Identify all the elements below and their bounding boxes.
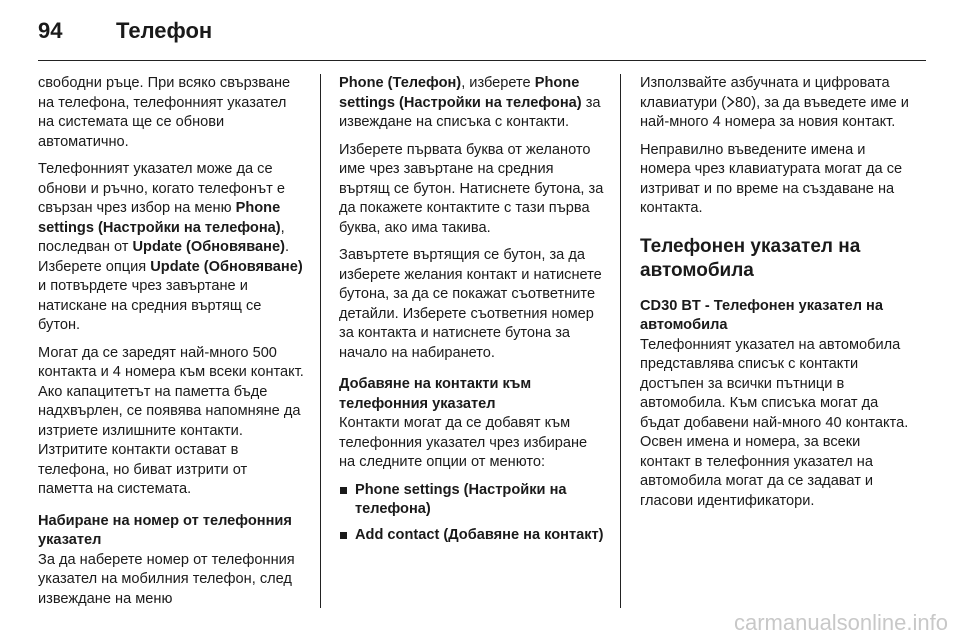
list-item: [339, 526, 605, 546]
paragraph: Контакти могат да се добавят към телефонния указател чрез избиране на следните опции от менюто:: [339, 415, 588, 470]
page-reference[interactable]: 80: [735, 94, 752, 111]
column-divider: [620, 74, 621, 608]
text: за извеждане на списъка с контакти.: [339, 94, 601, 130]
text: Телефонният указател може да се обнови и ръчно, когато телефонът е свързан чрез избор на меню: [38, 161, 286, 216]
bullet-square-icon: [340, 487, 347, 494]
subheading: CD30 BT - Телефонен указател на автомобила: [640, 297, 883, 333]
paragraph: [640, 74, 910, 133]
watermark: carmanualsonline.info: [733, 610, 948, 635]
text: ), за да въведете име и най-много 4 номера за новия контакт.: [640, 94, 909, 130]
list-item: [339, 481, 605, 520]
column-divider: [320, 74, 321, 608]
paragraph: Телефонният указател на автомобила представлява списък с контакти достъпен за всички пътници в автомобила. Към списъка могат да бъдат добавени най-много 40 контакта. Освен имена и номера, за всеки контакт в телефонния указател на автомобила могат да се задават и гласови идентификатори.: [640, 336, 909, 509]
subheading: Набиране на номер от телефонния указател: [38, 512, 292, 548]
paragraph: свободни ръце. При всяко свързване на телефона, телефонният указател на системата ще се обнови автоматично.: [38, 75, 291, 150]
paragraph: Завъртете въртящия се бутон, за да изберете желания контакт и натиснете бутона, за да се покажат съответните детайли. Изберете съответния номер за контакта и натиснете бутона за начало на набирането.: [339, 247, 602, 361]
header-rule: [38, 60, 926, 61]
paragraph: [339, 74, 605, 133]
list-item-text: Phone settings (Настройки на телефона): [355, 481, 567, 517]
paragraph: Неправилно въведените имена и номера чрез клавиатурата могат да се изтриват и по време на създаване на контакта.: [640, 141, 903, 216]
reference-arrow-icon: [726, 96, 735, 108]
paragraph: Изберете първата буква от желаното име чрез завъртане на средния въртящ се бутон. Натиснете бутона, за да покажете контактите с тази първа буква, ако има такива.: [339, 141, 604, 236]
text: . Изберете опция: [38, 239, 290, 275]
column-1: [38, 74, 304, 617]
column-2: [339, 74, 605, 551]
column-3: [640, 74, 910, 519]
menu-term: Update (Обновяване): [132, 239, 285, 255]
menu-term: Phone settings (Настройки на телефона): [339, 75, 582, 111]
paragraph: Могат да се заредят най-много 500 контакта и 4 номера към всеки контакт. Ако капацитетът на паметта бъде надхвърлен, се появява напомняне да изтриете излишните контакти. Изтритите контакти остават в телефона, но биват изтрити от паметта на системата.: [38, 344, 304, 497]
bullet-square-icon: [340, 532, 347, 539]
section-heading: Телефонен указател на автомобила: [640, 235, 861, 281]
text: и потвърдете чрез завъртане и натискане на средния въртящ се бутон.: [38, 278, 262, 333]
list-item-text: Add contact (Добавяне на контакт): [355, 526, 604, 543]
page-title: Телефон: [116, 18, 213, 43]
text: , последван от: [38, 219, 285, 255]
menu-term: Update (Обновяване): [150, 258, 303, 275]
paragraph: [38, 160, 304, 336]
subheading: Добавяне на контакти към телефонния указател: [339, 376, 532, 412]
text: Използвайте азбучната и цифровата клавиатури (: [640, 75, 890, 111]
menu-term: Phone (Телефон): [339, 75, 462, 91]
paragraph: За да наберете номер от телефонния указател на мобилния телефон, след извеждане на меню: [38, 551, 295, 607]
page-number: 94: [38, 18, 63, 43]
menu-term: Phone settings (Настройки на телефона): [38, 200, 281, 236]
text: , изберете: [461, 75, 535, 91]
